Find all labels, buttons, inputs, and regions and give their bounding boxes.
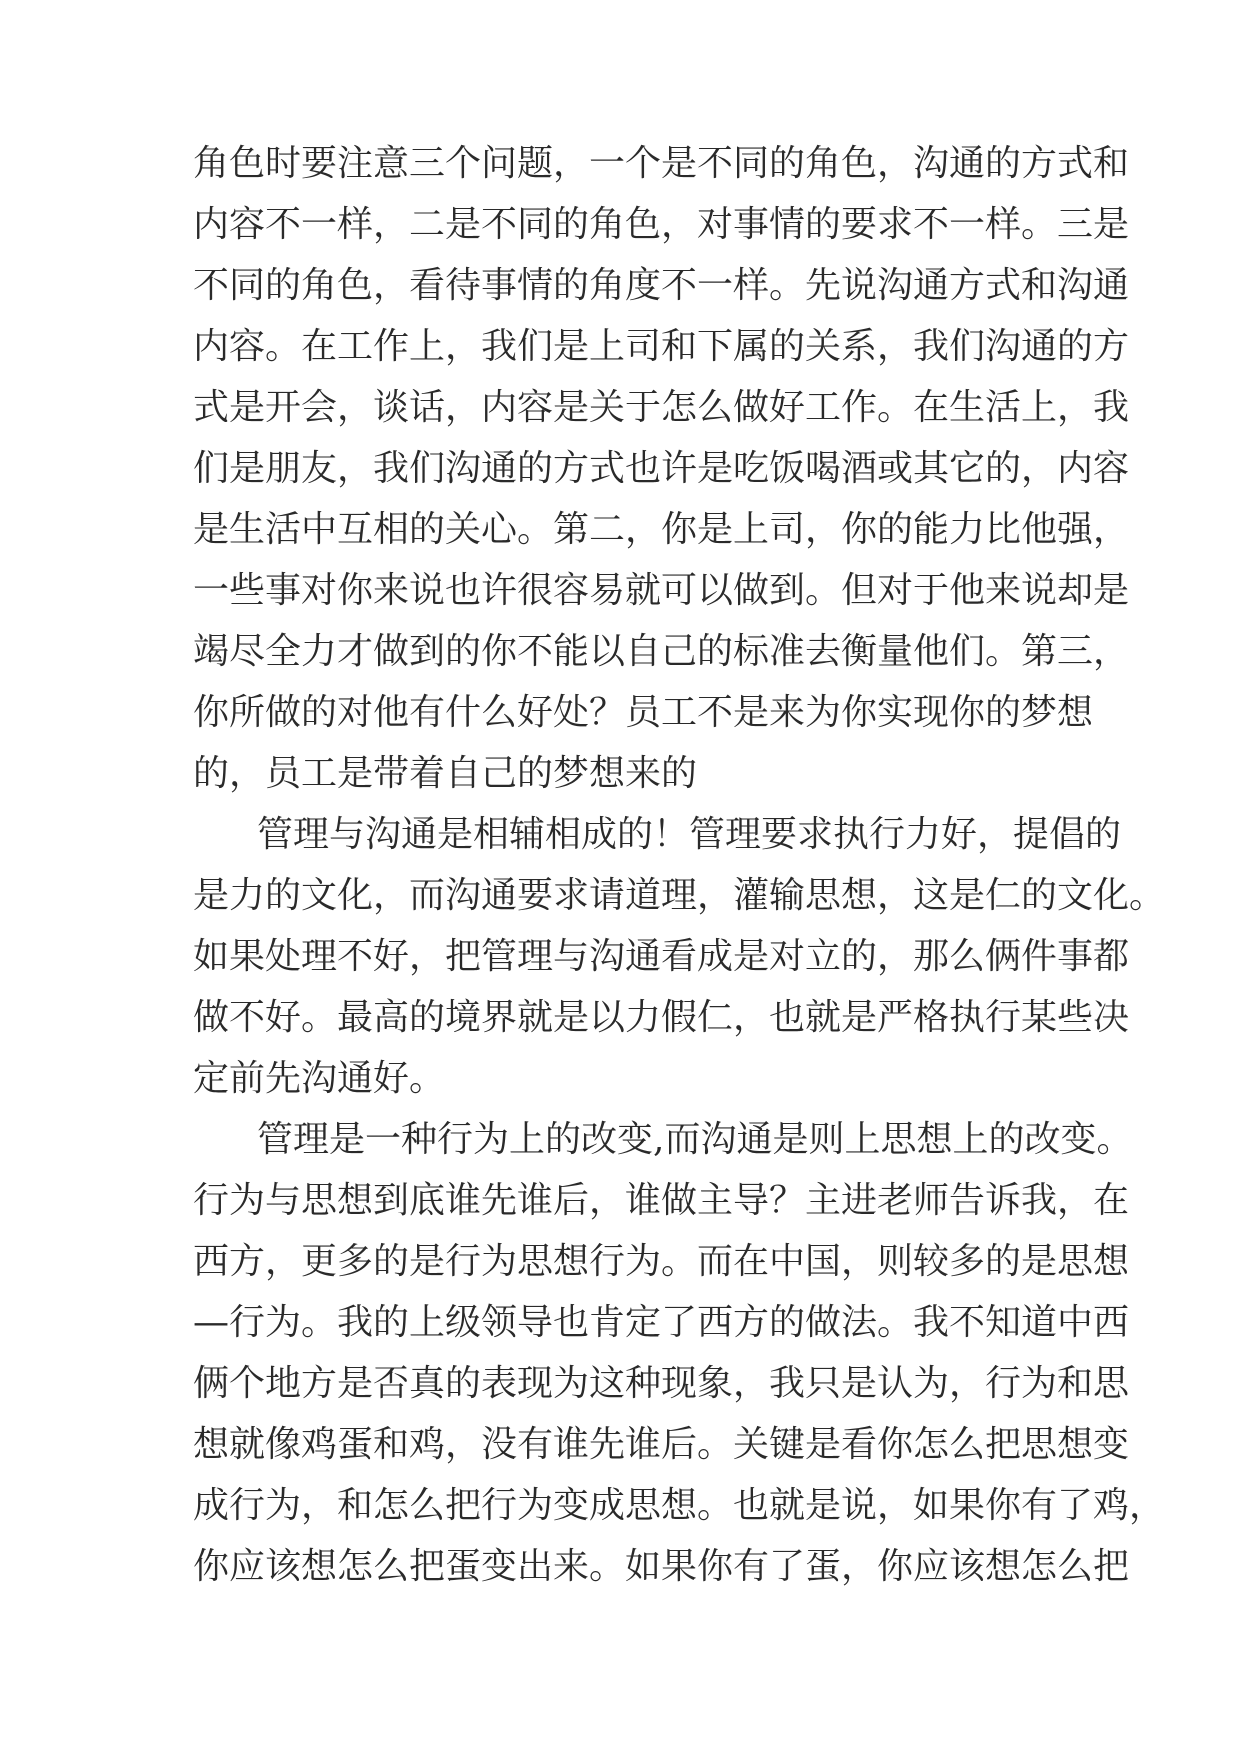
text-line: 是力的文化，而沟通要求请道理，灌输思想，这是仁的文化。 bbox=[193, 875, 1166, 916]
text-line: 西方，更多的是行为思想行为。而在中国，则较多的是思想 bbox=[193, 1241, 1130, 1282]
text-line: 角色时要注意三个问题，一个是不同的角色，沟通的方式和 bbox=[193, 143, 1130, 184]
text-line: 行为与思想到底谁先谁后，谁做主导？主进老师告诉我，在 bbox=[193, 1180, 1130, 1221]
text-line: 们是朋友，我们沟通的方式也许是吃饭喝酒或其它的，内容 bbox=[193, 448, 1130, 489]
text-line: 如果处理不好，把管理与沟通看成是对立的，那么俩件事都 bbox=[193, 936, 1130, 977]
text-line: 内容。在工作上，我们是上司和下属的关系，我们沟通的方 bbox=[193, 326, 1130, 367]
text-line: 一些事对你来说也许很容易就可以做到。但对于他来说却是 bbox=[193, 570, 1130, 611]
text-line: 定前先沟通好。 bbox=[193, 1058, 446, 1099]
text-line: 成行为，和怎么把行为变成思想。也就是说，如果你有了鸡， bbox=[193, 1485, 1166, 1526]
text-line: 做不好。最高的境界就是以力假仁，也就是严格执行某些决 bbox=[193, 997, 1130, 1038]
text-line: 管理是一种行为上的改变,而沟通是则上思想上的改变。 bbox=[257, 1119, 1133, 1160]
text-line: —行为。我的上级领导也肯定了西方的做法。我不知道中西 bbox=[193, 1302, 1130, 1343]
text-line: 式是开会，谈话，内容是关于怎么做好工作。在生活上，我 bbox=[193, 387, 1130, 428]
text-line: 竭尽全力才做到的你不能以自己的标准去衡量他们。第三， bbox=[193, 631, 1130, 672]
text-line: 管理与沟通是相辅相成的！管理要求执行力好，提倡的 bbox=[257, 814, 1122, 855]
text-line: 的，员工是带着自己的梦想来的 bbox=[193, 753, 698, 794]
text-line: 内容不一样，二是不同的角色，对事情的要求不一样。三是 bbox=[193, 204, 1130, 245]
text-line: 你应该想怎么把蛋变出来。如果你有了蛋，你应该想怎么把 bbox=[193, 1546, 1130, 1587]
text-line: 你所做的对他有什么好处？员工不是来为你实现你的梦想 bbox=[193, 692, 1094, 733]
text-line: 俩个地方是否真的表现为这种现象，我只是认为，行为和思 bbox=[193, 1363, 1130, 1404]
text-line: 是生活中互相的关心。第二，你是上司，你的能力比他强， bbox=[193, 509, 1130, 550]
text-line: 不同的角色，看待事情的角度不一样。先说沟通方式和沟通 bbox=[193, 265, 1130, 306]
text-line: 想就像鸡蛋和鸡，没有谁先谁后。关键是看你怎么把思想变 bbox=[193, 1424, 1130, 1465]
